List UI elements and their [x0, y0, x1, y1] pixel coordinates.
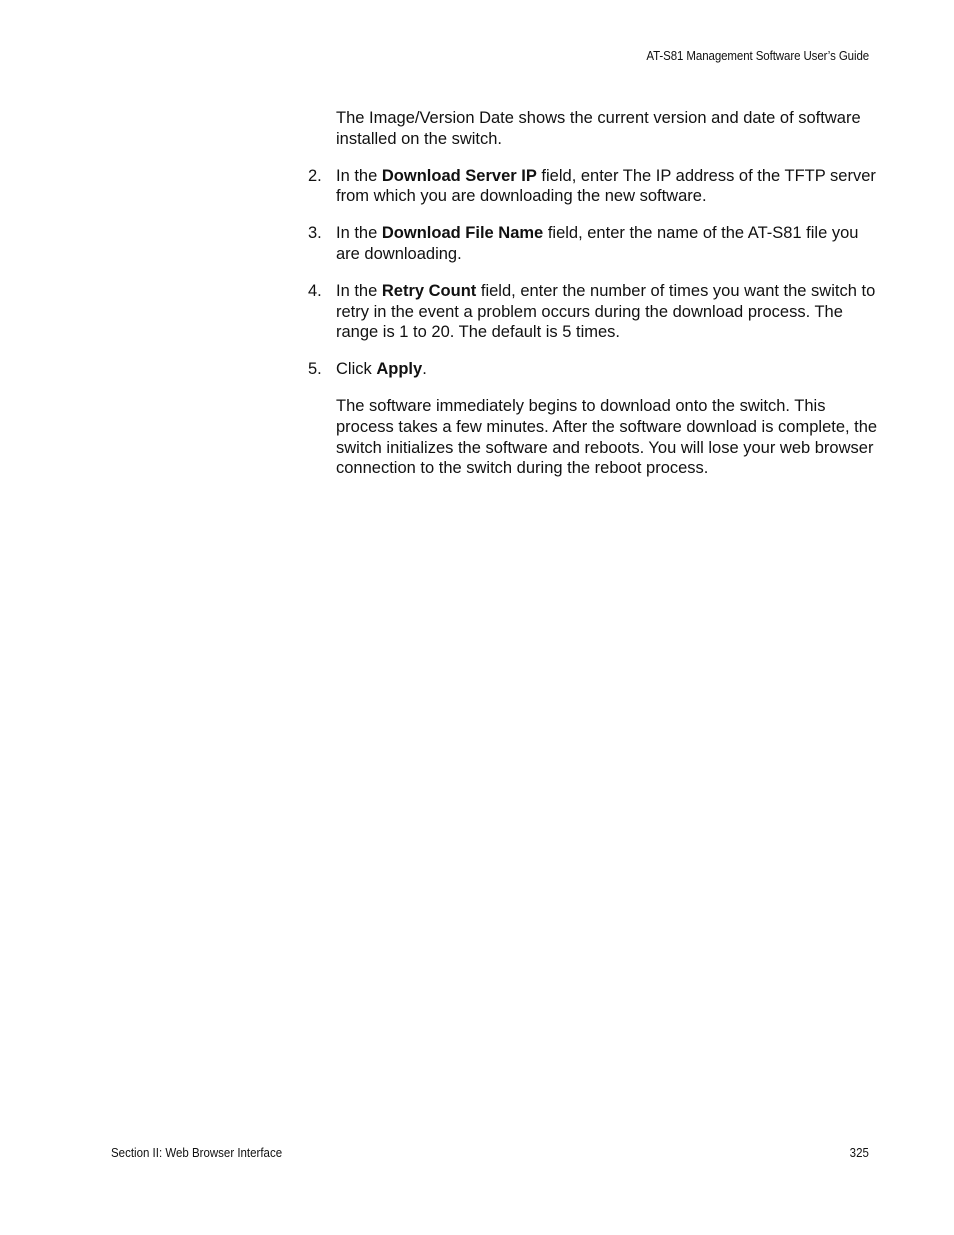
running-header: AT-S81 Management Software User’s Guide: [646, 49, 869, 63]
step-text-post: field, enter The IP address of the TFTP server from which you are downloading the new software.: [336, 166, 876, 206]
step-5: [308, 359, 883, 380]
step-text-pre: In the: [336, 166, 382, 185]
step-text-post: .: [422, 360, 427, 379]
footer-section-title: Section II: Web Browser Interface: [111, 1146, 283, 1160]
step-3: [308, 223, 883, 264]
result-paragraph: The software immediately begins to download onto the switch. This process takes a few minutes. After the software download is complete, the switch initializes the software and reboots. You will lose your web browser connection to the switch during the reboot process.: [336, 397, 878, 478]
step-4: [308, 281, 883, 343]
step-text-pre: Click: [336, 360, 377, 379]
step-text-post: field, enter the number of times you want the switch to retry in the event a problem occurs during the download process. The range is 1 to 20. The default is 5 times.: [336, 282, 876, 342]
footer-page-number: 325: [849, 1146, 869, 1160]
step-2: [308, 166, 883, 207]
field-name-download-file-name: Download File Name: [381, 224, 544, 243]
step-text-pre: In the: [336, 224, 382, 243]
step-text-pre: In the: [336, 282, 382, 301]
step-number: 5.: [308, 360, 322, 379]
step-number: 2.: [308, 166, 322, 185]
intro-paragraph: The Image/Version Date shows the current version and date of software installed on the switch.: [336, 109, 861, 148]
field-name-download-server-ip: Download Server IP: [381, 166, 537, 185]
step-number: 3.: [308, 224, 322, 243]
page-body: [308, 108, 883, 495]
step-text-post: field, enter the name of the AT-S81 file you are downloading.: [336, 224, 859, 263]
field-name-retry-count: Retry Count: [381, 282, 477, 301]
button-name-apply: Apply: [376, 360, 423, 379]
step-number: 4.: [308, 282, 322, 301]
